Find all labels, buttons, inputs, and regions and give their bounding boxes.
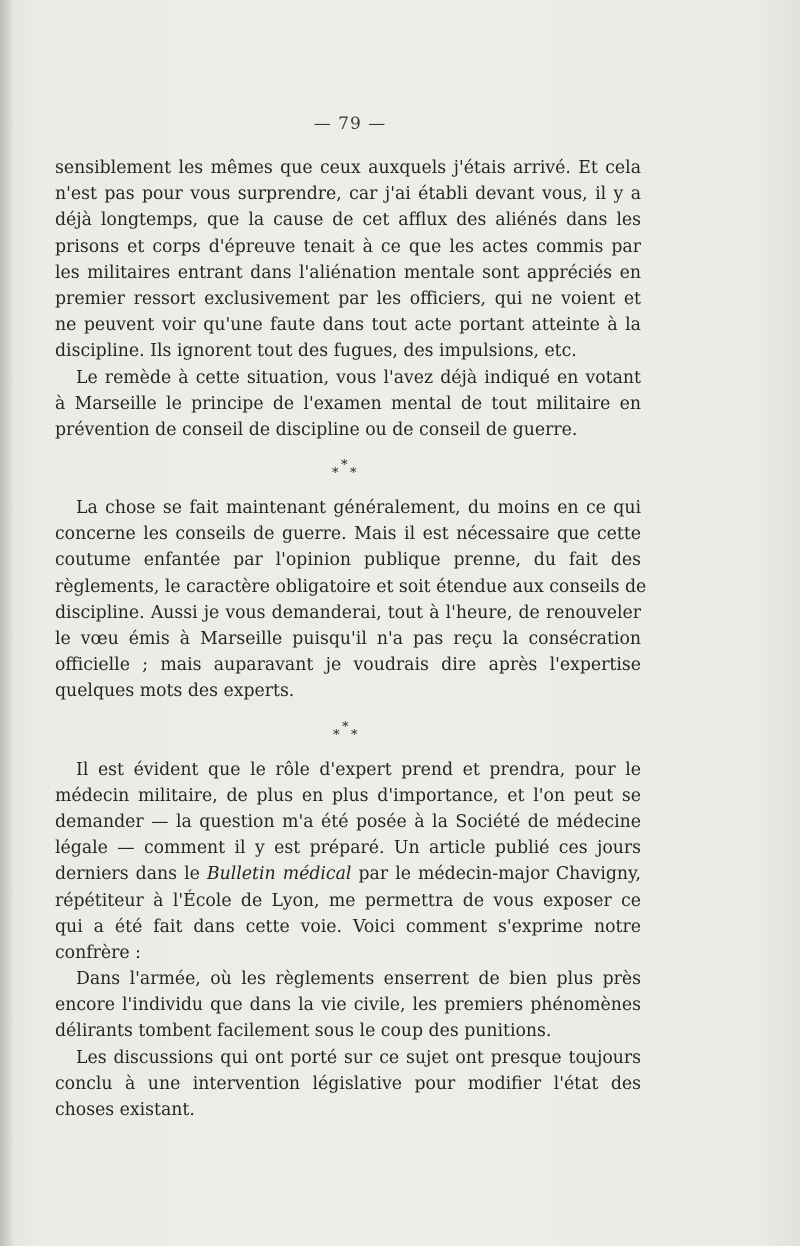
- text-line: concerne les conseils de guerre. Mais il est nécessaire que cette: [55, 524, 641, 545]
- asterisk: *: [351, 727, 358, 743]
- text-line: Le remède à cette situation, vous l'avez déjà indiqué en votant: [76, 367, 641, 388]
- text-line: officielle ; mais auparavant je voudrais dire après l'expertise: [55, 655, 641, 676]
- text-line: médecin militaire, de plus en plus d'importance, et l'on peut se: [55, 785, 641, 806]
- text-line: Il est évident que le rôle d'expert prend et prendra, pour le: [76, 759, 641, 780]
- asterisk: *: [332, 466, 339, 482]
- text-line: les militaires entrant dans l'aliénation mentale sont appréciés en: [55, 262, 641, 283]
- text-fragment: derniers dans le: [55, 864, 200, 885]
- text-line: encore l'individu que dans la vie civile, les premiers phénomènes: [55, 995, 641, 1016]
- spine-shadow: [0, 0, 14, 1246]
- text-line: répétiteur à l'École de Lyon, me permettra de vous exposer ce: [55, 890, 641, 911]
- text-line: prévention de conseil de discipline ou de conseil de guerre.: [55, 419, 578, 440]
- text-line: ne peuvent voir qu'une faute dans tout acte portant atteinte à la: [55, 315, 641, 336]
- section-separator: [55, 705, 641, 757]
- text-line: demander — la question m'a été posée à la Société de médecine: [55, 811, 641, 832]
- asterisk: *: [333, 727, 340, 743]
- text-line: prisons et corps d'épreuve tenait à ce que les actes commis par: [55, 236, 641, 257]
- text-line: discipline. Aussi je vous demanderai, tout à l'heure, de renouveler: [55, 602, 641, 623]
- text-line: confrère :: [55, 942, 141, 963]
- text-line: sensiblement les mêmes que ceux auxquels j'étais arrivé. Et cela: [55, 158, 641, 178]
- asterisk: *: [341, 458, 348, 474]
- text-line: La chose se fait maintenant généralement, du moins en ce qui: [76, 498, 641, 519]
- body-text: [55, 155, 647, 1123]
- text-line: délirants tombent facilement sous le coup des punitions.: [55, 1021, 552, 1042]
- page-number: — 79 —: [313, 114, 387, 134]
- text-line: Dans l'armée, où les règlements enserrent de bien plus près: [76, 969, 641, 990]
- text-line: quelques mots des experts.: [55, 681, 295, 702]
- text-fragment: par le médecin-major Chavigny,: [358, 864, 641, 885]
- asterisk: *: [342, 719, 349, 735]
- text-line: qui a été fait dans cette voie. Voici comment s'exprime notre: [55, 916, 641, 937]
- text-line-with-title: [55, 861, 641, 887]
- text-line: discipline. Ils ignorent tout des fugues, des impulsions, etc.: [55, 341, 577, 362]
- journal-title: Bulletin médical: [206, 864, 352, 885]
- text-line: n'est pas pour vous surprendre, car j'ai établi devant vous, il y a: [55, 184, 641, 205]
- asterisk: *: [350, 466, 357, 482]
- text-line: choses existant.: [55, 1100, 195, 1120]
- text-line: légale — comment il y est préparé. Un article publié ces jours: [55, 838, 641, 859]
- text-line: premier ressort exclusivement par les officiers, qui ne voient et: [55, 288, 641, 309]
- text-line: déjà longtemps, que la cause de cet afflux des aliénés dans les: [55, 210, 641, 231]
- text-line: règlements, le caractère obligatoire et soit étendue aux conseils de: [55, 576, 647, 597]
- text-line: le vœu émis à Marseille puisqu'il n'a pas reçu la consécration: [55, 629, 641, 649]
- text-line: Les discussions qui ont porté sur ce sujet ont presque toujours: [76, 1047, 641, 1068]
- text-line: à Marseille le principe de l'examen mental de tout militaire en: [55, 393, 641, 414]
- text-line: coutume enfantée par l'opinion publique prenne, du fait des: [55, 550, 641, 571]
- section-separator: [55, 443, 641, 495]
- text-line: conclu à une intervention législative pour modifier l'état des: [55, 1073, 641, 1094]
